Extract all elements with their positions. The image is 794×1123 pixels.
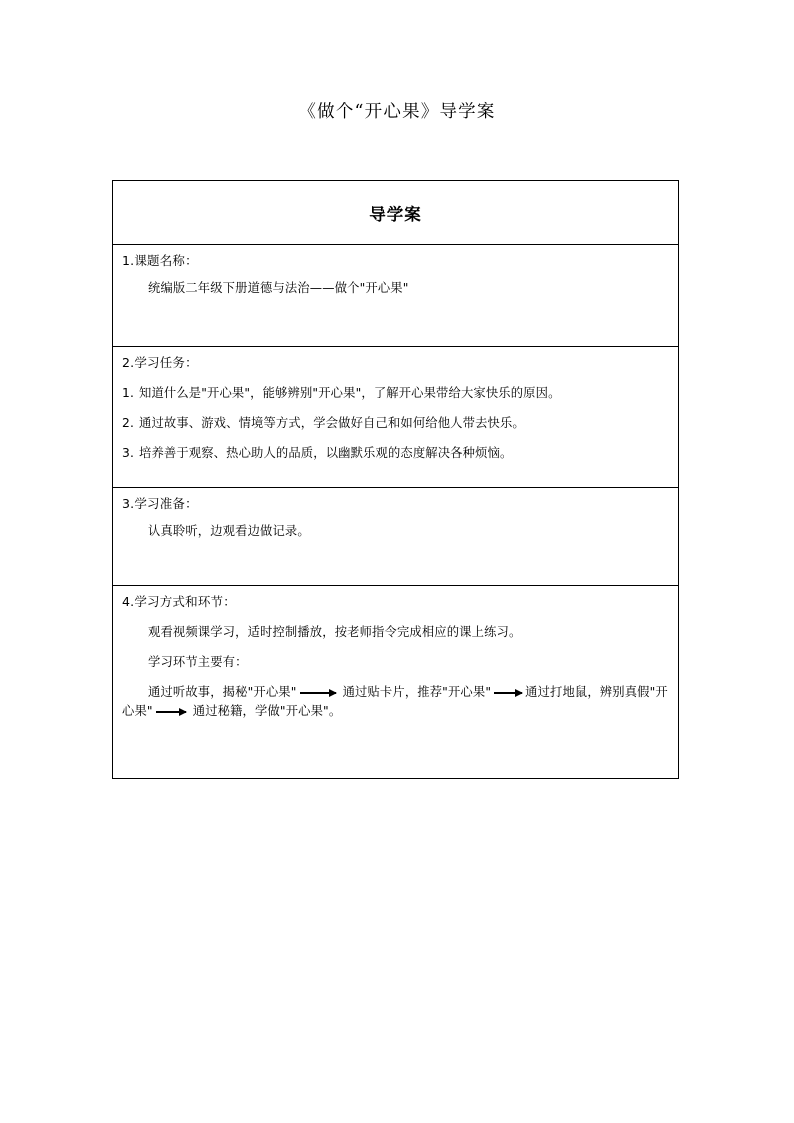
topic-cell bbox=[113, 245, 679, 347]
right-arrow-icon bbox=[300, 687, 336, 697]
document-title: 《做个“开心果》导学案 bbox=[298, 102, 496, 122]
methods-label: 4.学习方式和环节： bbox=[122, 594, 236, 609]
topic-label: 1.课题名称： bbox=[122, 253, 198, 268]
methods-flow bbox=[122, 683, 669, 721]
preparation-body: 认真聆听，边观看边做记录。 bbox=[148, 523, 310, 538]
list-item bbox=[122, 444, 669, 463]
flow-step-2: 通过贴卡片，推荐"开心果" bbox=[342, 684, 492, 699]
right-arrow-icon bbox=[494, 687, 522, 697]
methods-body-second: 学习环节主要有： bbox=[148, 654, 248, 669]
methods-body-first: 观看视频课学习，适时控制播放，按老师指令完成相应的课上练习。 bbox=[148, 624, 522, 639]
list-item bbox=[122, 414, 669, 433]
table-row-header bbox=[113, 181, 679, 245]
flow-step-4: 通过秘籍，学做"开心果"。 bbox=[192, 703, 342, 718]
task-number: 3. bbox=[122, 445, 135, 460]
table-row-topic bbox=[113, 245, 679, 347]
tasks-list bbox=[122, 384, 669, 463]
preparation-label: 3.学习准备： bbox=[122, 496, 198, 511]
methods-cell bbox=[113, 586, 679, 779]
task-text: 知道什么是"开心果"，能够辨别"开心果"，了解开心果带给大家快乐的原因。 bbox=[139, 385, 561, 400]
task-text: 培养善于观察、热心助人的品质，以幽默乐观的态度解决各种烦恼。 bbox=[139, 445, 513, 460]
table-header-title: 导学案 bbox=[369, 204, 422, 224]
guide-table bbox=[112, 180, 679, 779]
topic-body: 统编版二年级下册道德与法治——做个"开心果" bbox=[148, 280, 409, 295]
flow-step-1: 通过听故事，揭秘"开心果" bbox=[148, 684, 297, 699]
task-number: 2. bbox=[122, 415, 135, 430]
tasks-cell bbox=[113, 347, 679, 488]
table-row-preparation bbox=[113, 488, 679, 586]
task-text: 通过故事、游戏、情境等方式，学会做好自己和如何给他人带去快乐。 bbox=[139, 415, 525, 430]
table-row-tasks bbox=[113, 347, 679, 488]
table-header-cell bbox=[113, 181, 679, 245]
tasks-label: 2.学习任务： bbox=[122, 355, 198, 370]
table-row-methods bbox=[113, 586, 679, 779]
flow-step-3: 通过打地鼠，辨别真假"开心果" bbox=[122, 684, 668, 718]
list-item bbox=[122, 384, 669, 403]
task-number: 1. bbox=[122, 385, 135, 400]
right-arrow-icon bbox=[156, 706, 186, 716]
preparation-cell bbox=[113, 488, 679, 586]
